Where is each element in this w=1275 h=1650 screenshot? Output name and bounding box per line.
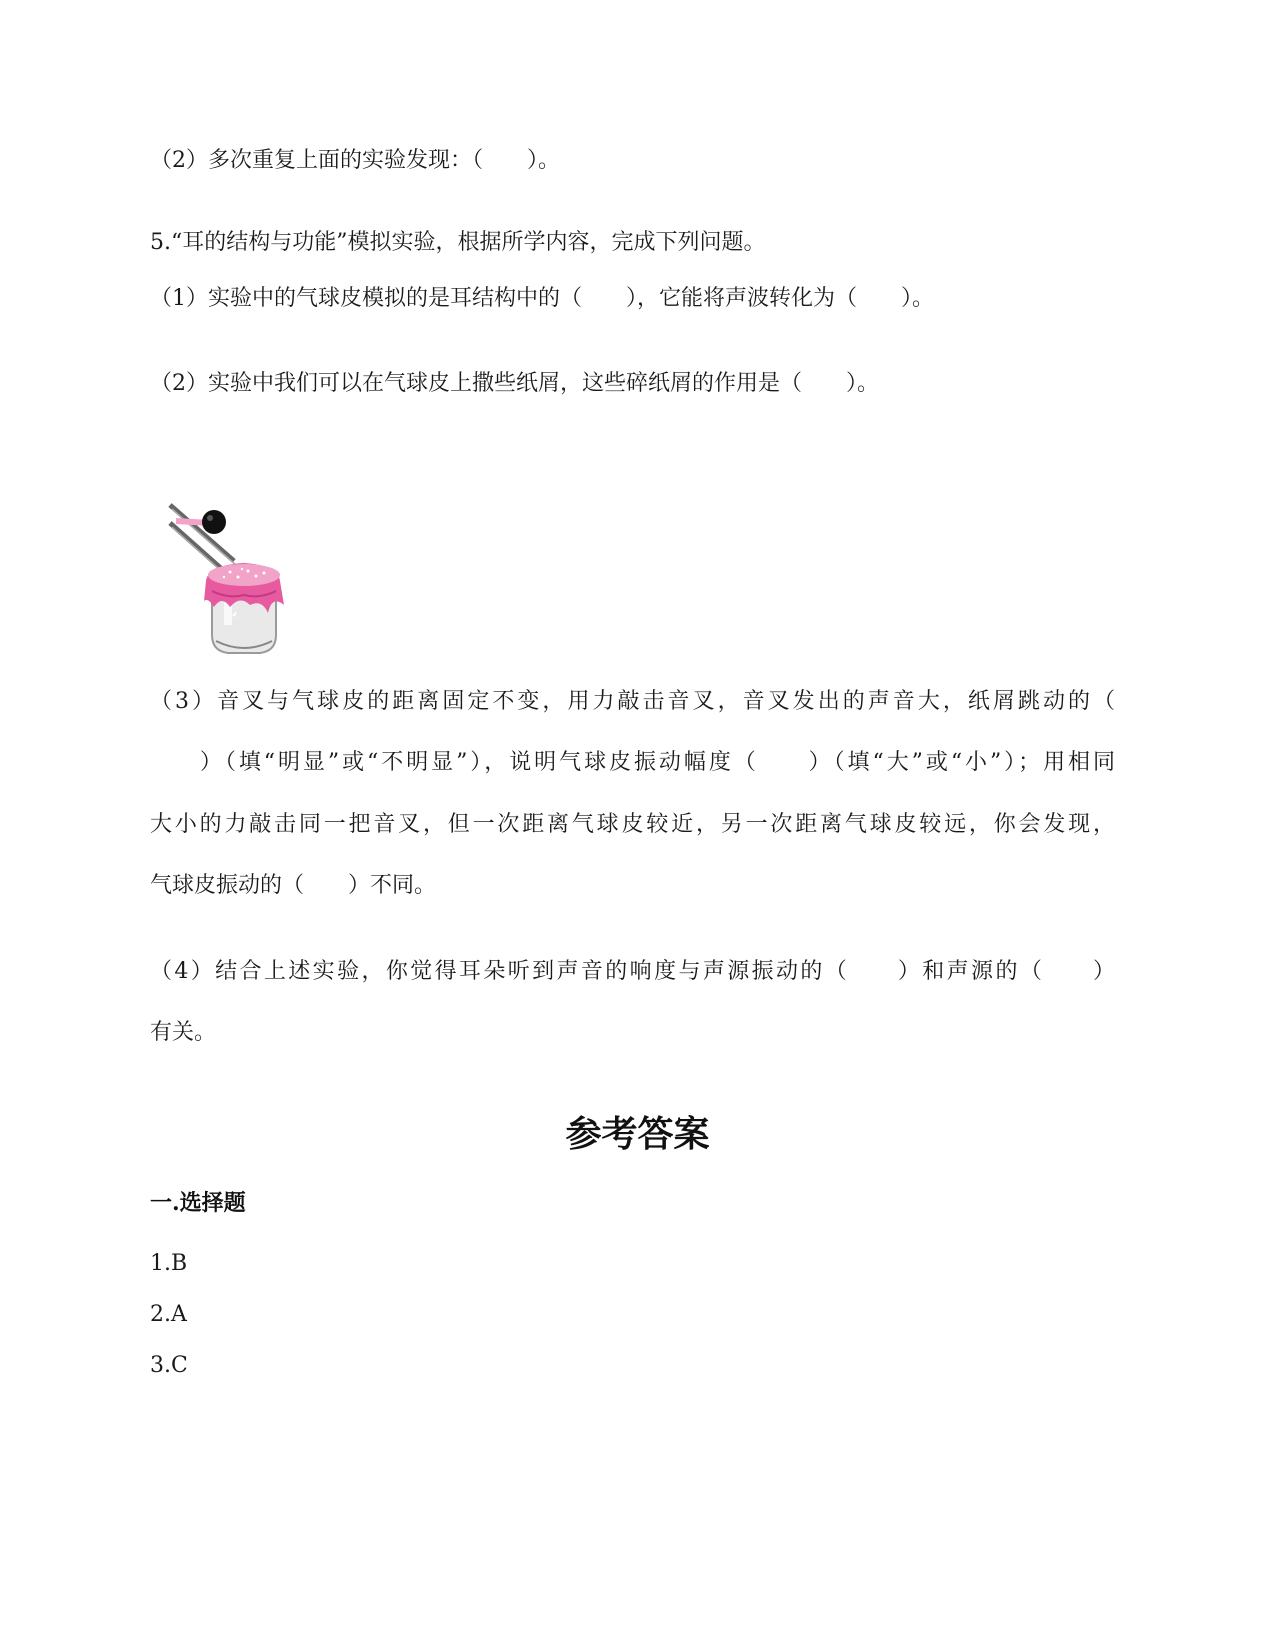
experiment-figure	[168, 495, 293, 660]
q5-part2: （2）实验中我们可以在气球皮上撒些纸屑，这些碎纸屑的作用是（ ）。	[150, 371, 879, 396]
section-title-choice: 一.选择题	[150, 1190, 246, 1216]
q5-part1: （1）实验中的气球皮模拟的是耳结构中的（ ），它能将声波转化为（ ）。	[150, 286, 934, 311]
q5-part3-line4: 气球皮振动的（ ）不同。	[150, 873, 437, 898]
q4-part2: （2）多次重复上面的实验发现：（ ）。	[150, 148, 560, 173]
q5-part4-line1: （4）结合上述实验，你觉得耳朵听到声音的响度与声源振动的（ ）和声源的（ ）	[150, 959, 1115, 984]
q5-part4-line2: 有关。	[150, 1020, 217, 1045]
q5-intro: 5.“耳的结构与功能”模拟实验，根据所学内容，完成下列问题。	[150, 230, 766, 255]
q5-part3-line2: ）（填“明显”或“不明显”），说明气球皮振动幅度（ ）（填“大”或“小”）；用相同	[150, 750, 1115, 775]
q5-part3-line1: （3）音叉与气球皮的距离固定不变，用力敲击音叉，音叉发出的声音大，纸屑跳动的（	[150, 689, 1115, 714]
tuning-fork-balloon-jar-icon	[168, 495, 293, 660]
answer-item-2: 2.A	[150, 1302, 187, 1327]
answer-item-1: 1.B	[150, 1251, 188, 1276]
tuning-fork-icon	[170, 505, 236, 575]
answers-title: 参考答案	[565, 1113, 710, 1155]
q5-part3-line3: 大小的力敲击同一把音叉，但一次距离气球皮较近，另一次距离气球皮较远，你会发现，	[150, 812, 1115, 837]
answer-item-3: 3.C	[150, 1353, 188, 1378]
